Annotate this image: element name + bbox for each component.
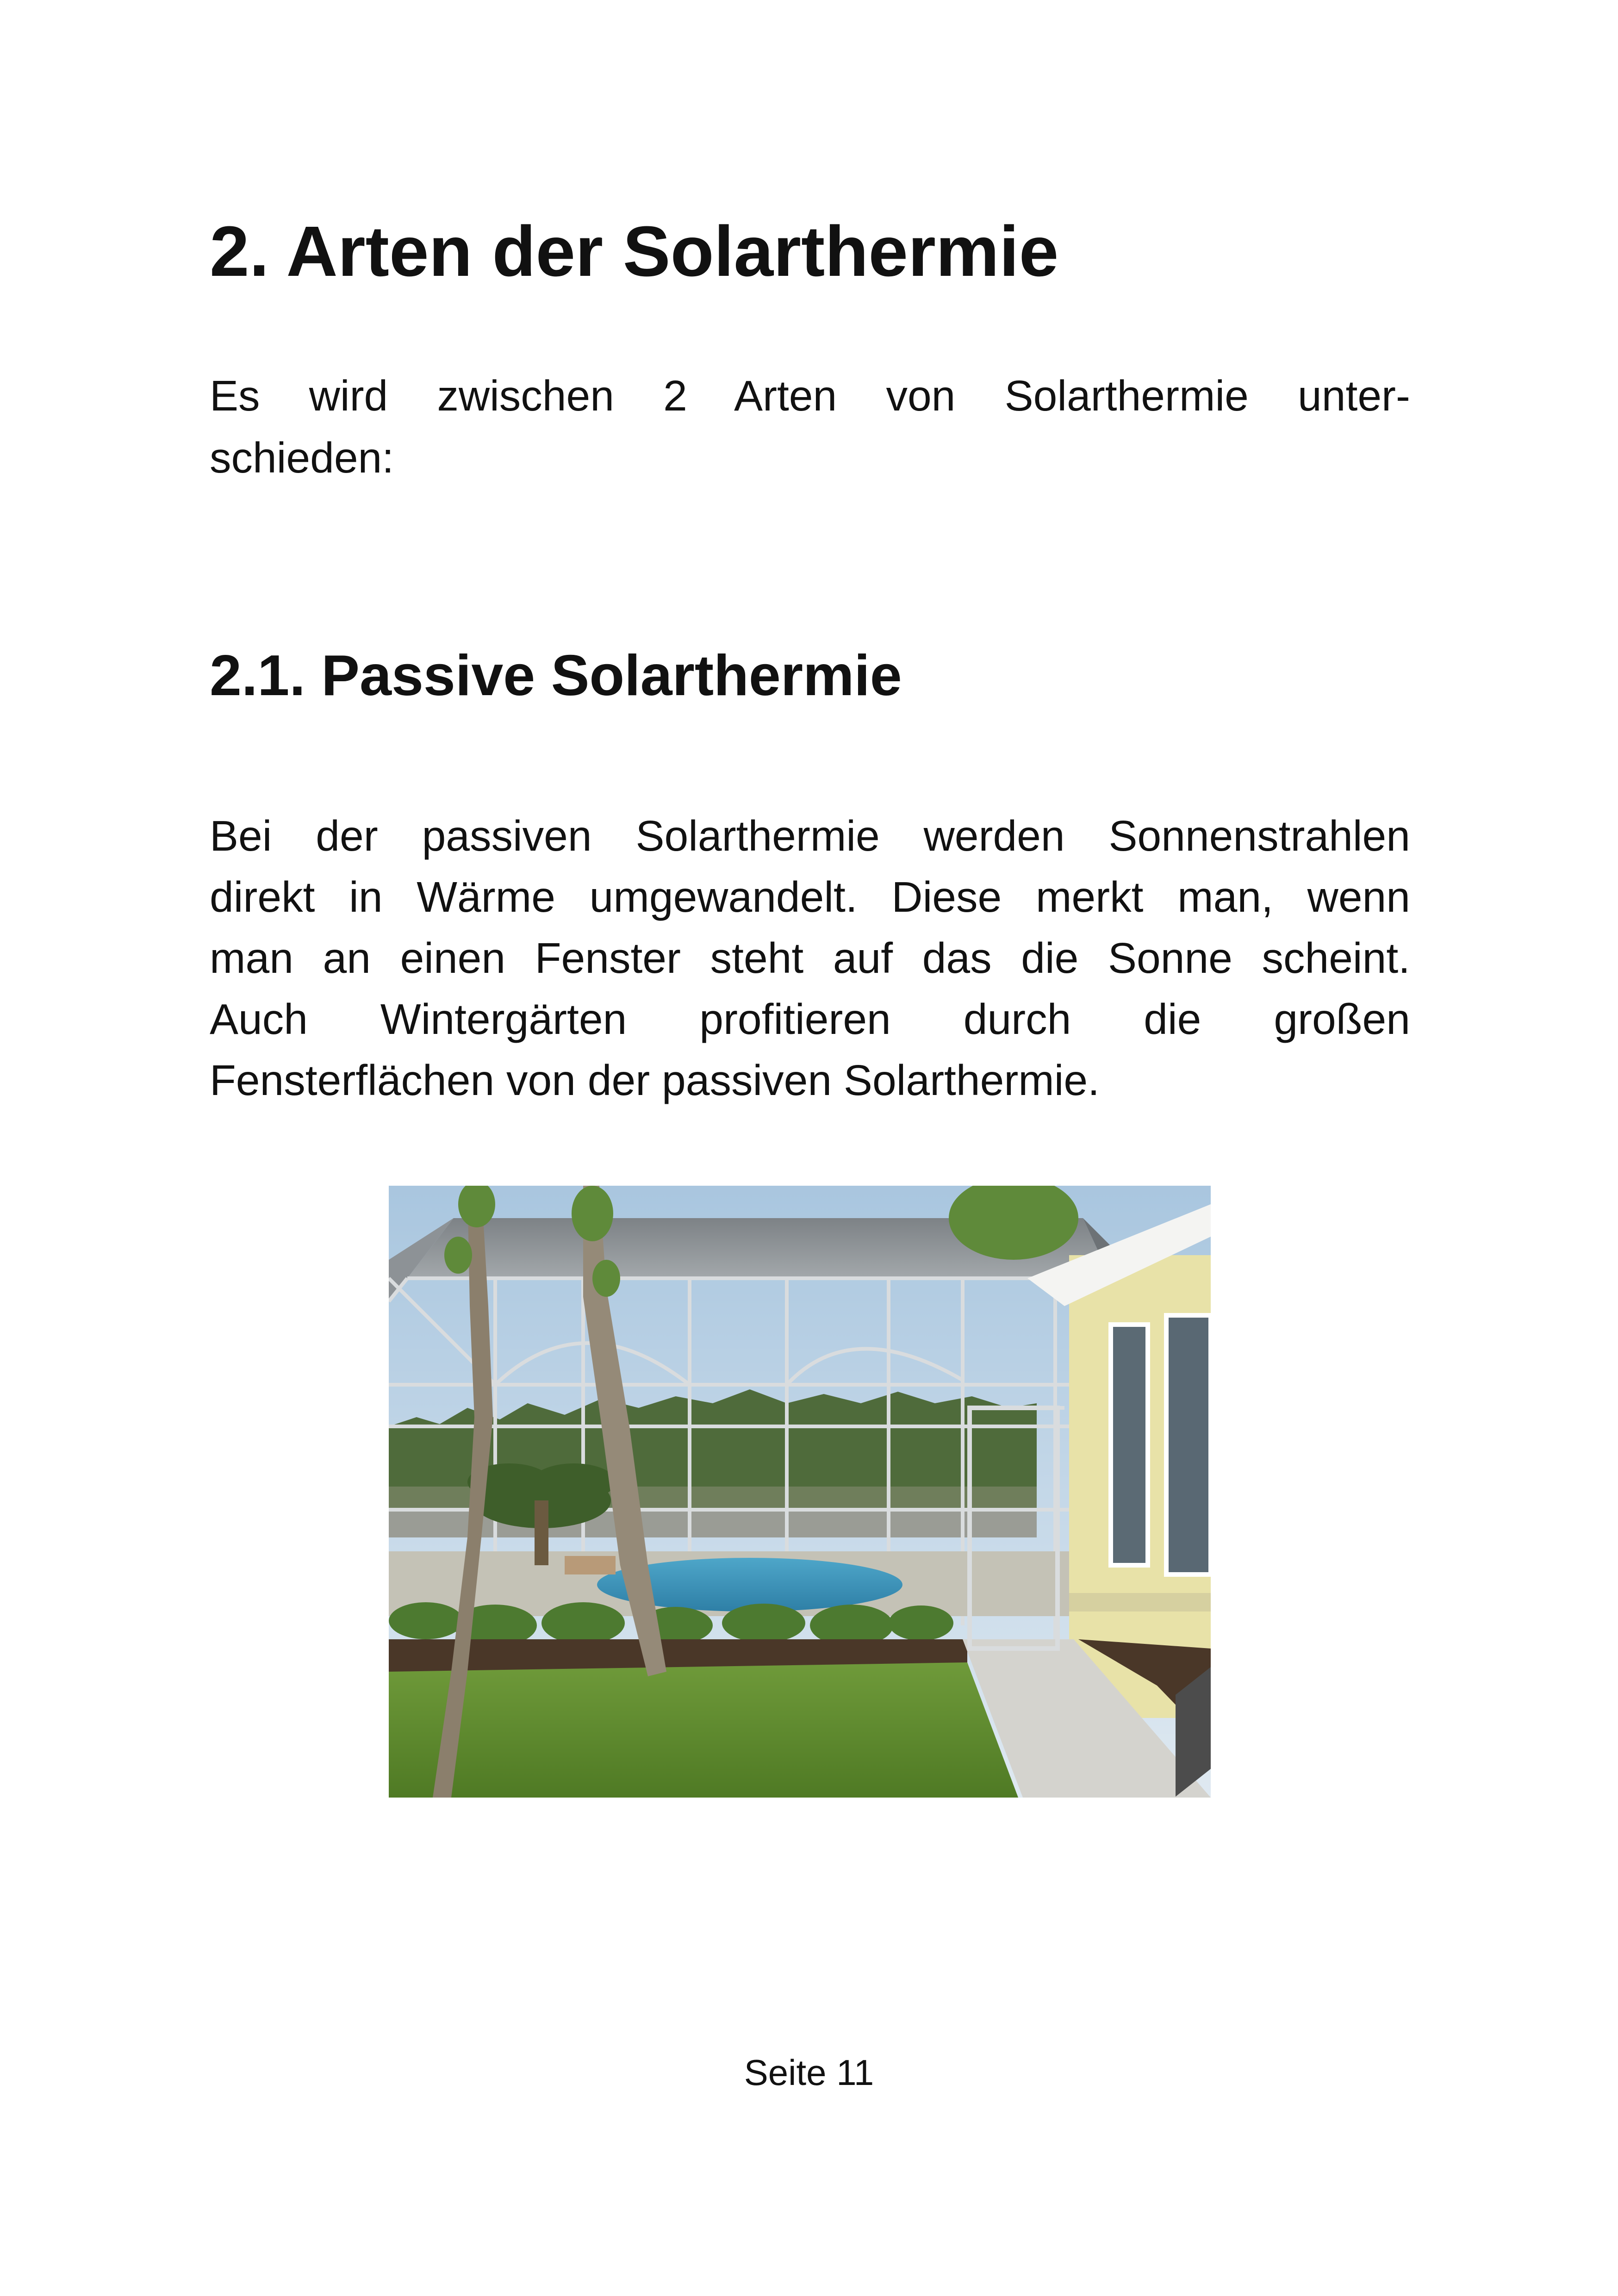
page-number: Seite 11	[744, 2052, 874, 2093]
body-line: Auch Wintergärten profitieren durch die großen	[210, 995, 1410, 1043]
body-line: Fensterflächen von der passiven Solarthermie.	[210, 1056, 1100, 1104]
intro-line: Es wird zwischen 2 Arten von Solarthermie unter-	[210, 372, 1410, 420]
section-subheading: 2.1. Passive Solarthermie	[210, 644, 902, 708]
pool-enclosure-photo	[389, 1186, 1211, 1798]
page-heading: 2. Arten der Solarthermie	[210, 212, 1059, 291]
body-paragraph	[210, 805, 1410, 1111]
intro-line: schieden:	[210, 434, 394, 482]
body-line: man an einen Fenster steht auf das die Sonne scheint.	[210, 934, 1410, 982]
intro-paragraph	[210, 365, 1410, 489]
body-line: direkt in Wärme umgewandelt. Diese merkt man, wenn	[210, 873, 1410, 921]
body-line: Bei der passiven Solarthermie werden Sonnenstrahlen	[210, 812, 1410, 860]
photo-illustration	[389, 1186, 1211, 1798]
